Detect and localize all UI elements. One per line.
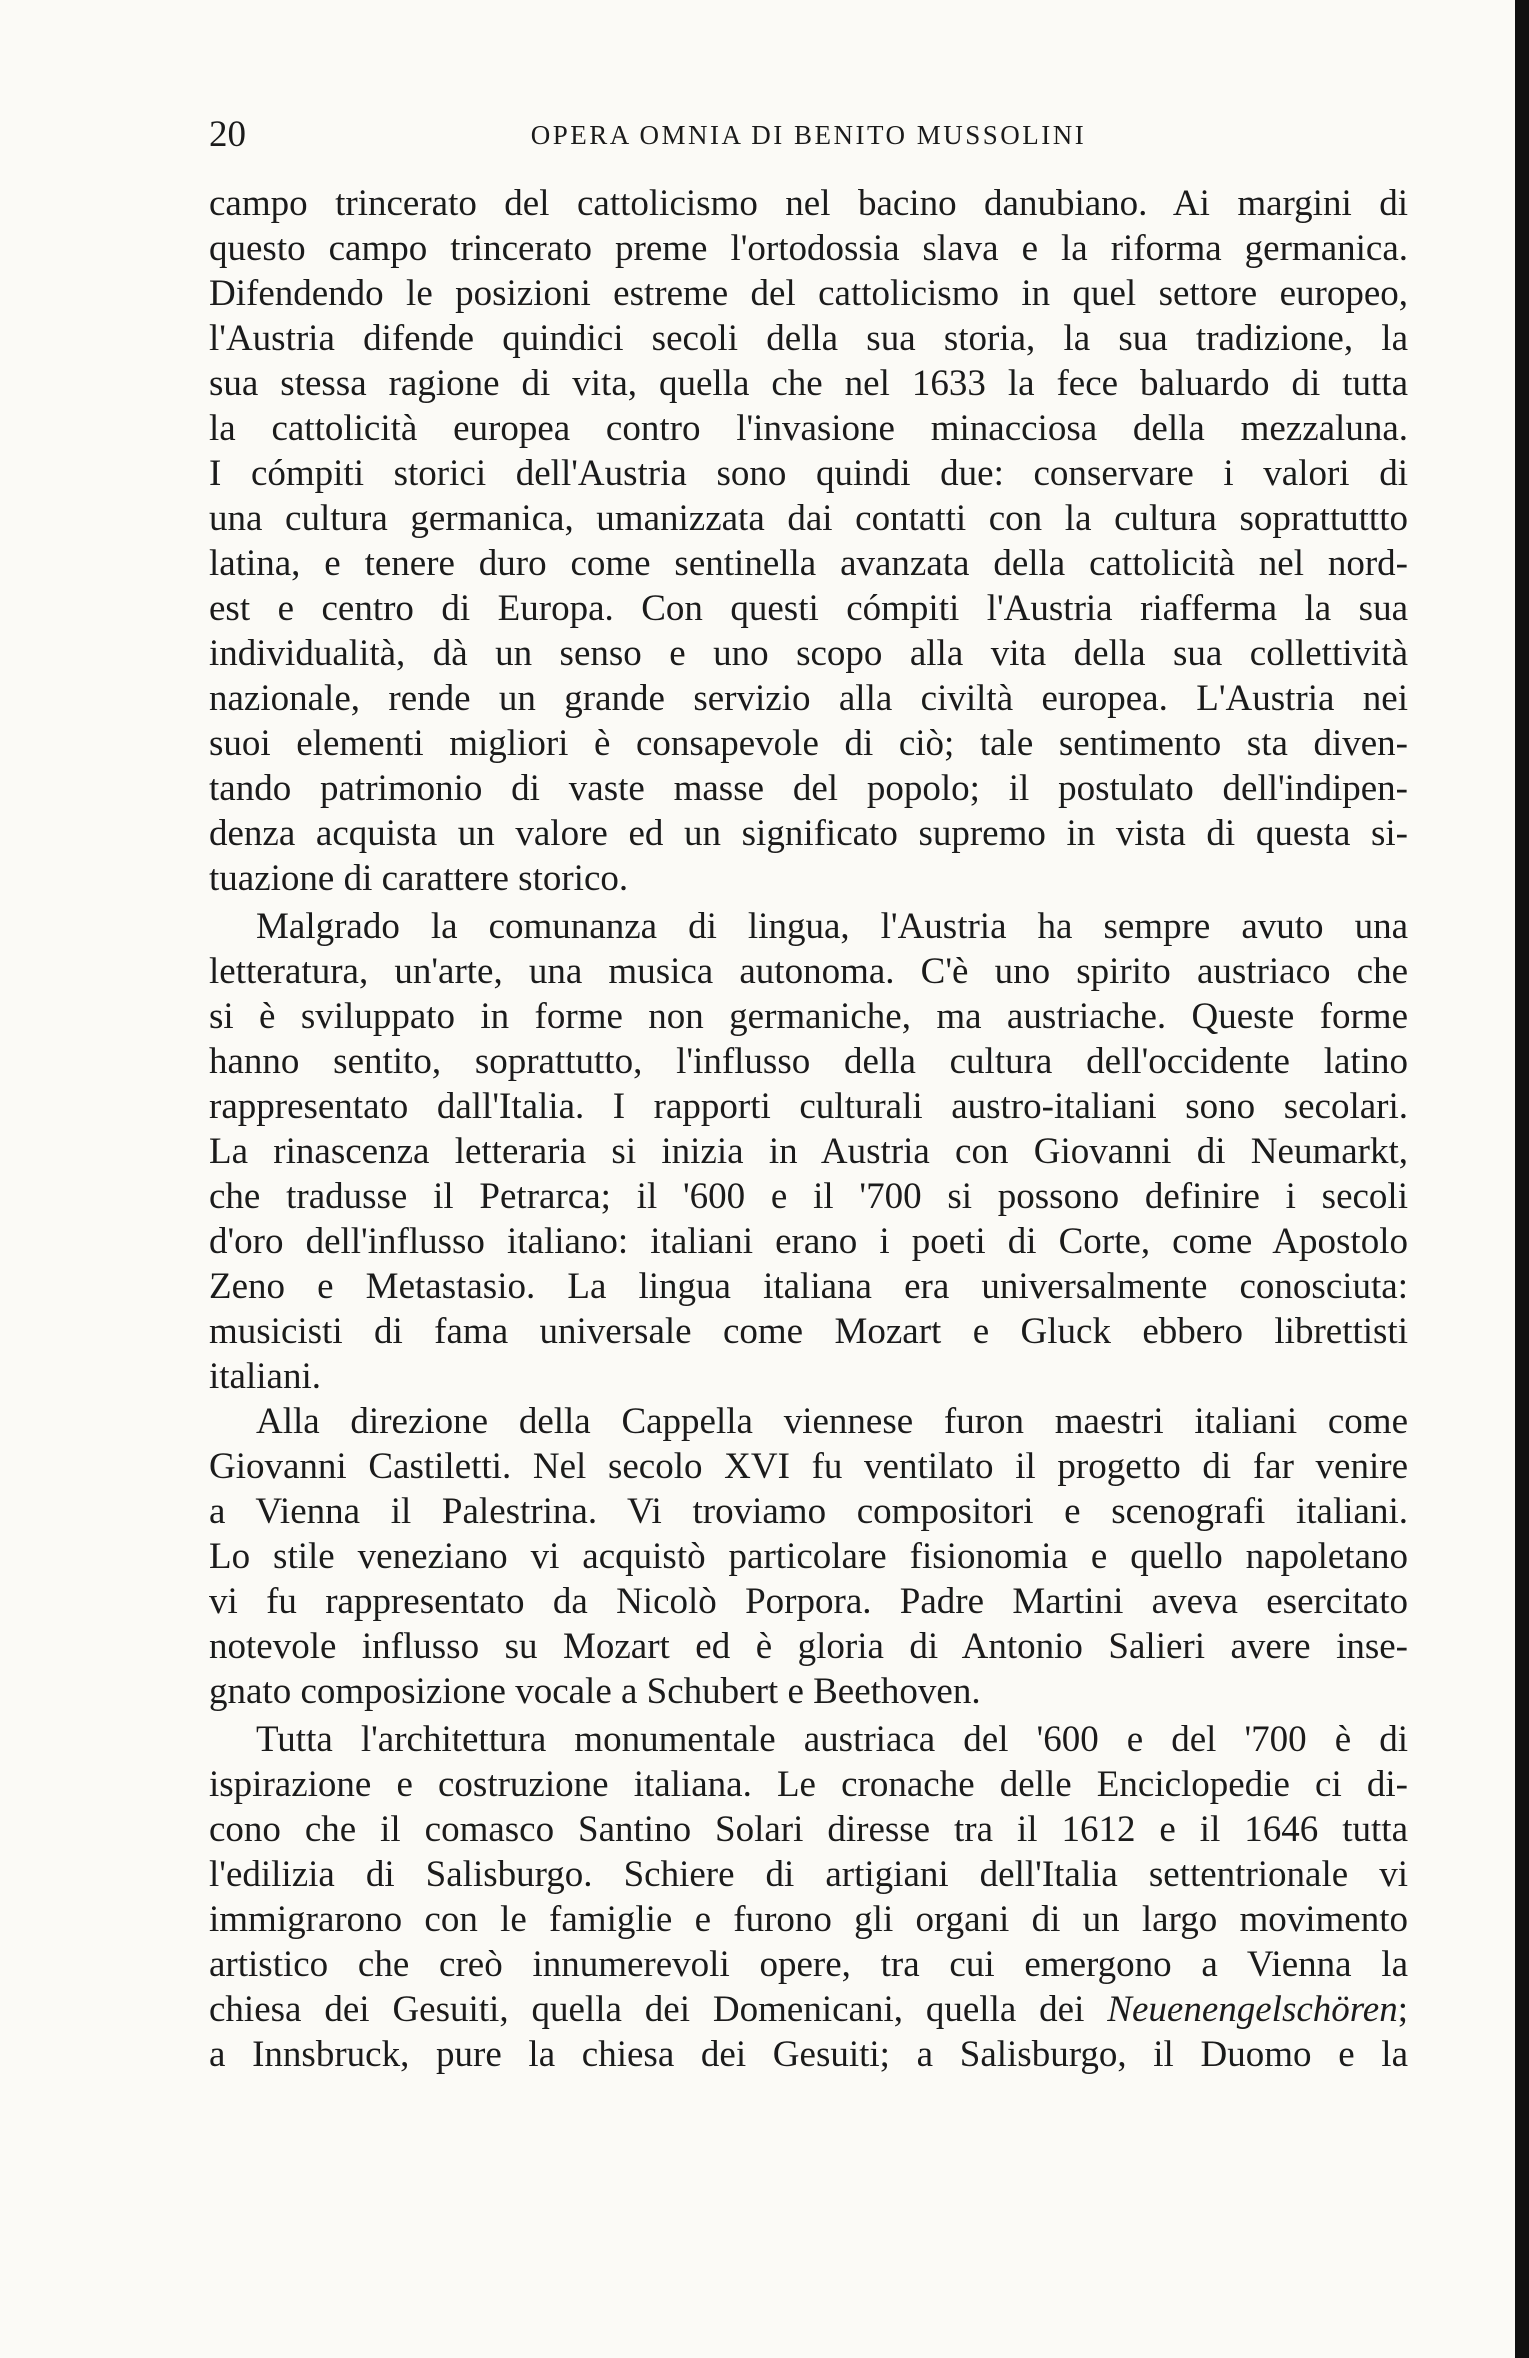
paragraph-2 xyxy=(209,904,1408,1399)
paragraph-3 xyxy=(209,1399,1408,1714)
text-line: italiani. xyxy=(209,1356,321,1397)
text-line: Difendendo le posizioni estreme del cattolicismo in quel settore europeo, xyxy=(209,273,1408,314)
text-line: Malgrado la comunanza di lingua, l'Austria ha sempre avuto una xyxy=(256,906,1408,947)
text-line: Giovanni Castiletti. Nel secolo XVI fu ventilato il progetto di far venire xyxy=(209,1446,1408,1487)
text-line: La rinascenza letteraria si inizia in Austria con Giovanni di Neumarkt, xyxy=(209,1131,1408,1172)
text-line: musicisti di fama universale come Mozart e Gluck ebbero librettisti xyxy=(209,1311,1408,1352)
text-line: Tutta l'architettura monumentale austriaca del '600 e del '700 è di xyxy=(256,1719,1408,1760)
text-line: rappresentato dall'Italia. I rapporti culturali austro-italiani sono secolari. xyxy=(209,1086,1408,1127)
text-line: tuazione di carattere storico. xyxy=(209,858,629,899)
text-line: individualità, dà un senso e uno scopo alla vita della sua collettività xyxy=(209,633,1408,674)
scan-edge-shadow xyxy=(1515,0,1529,2358)
text-line: denza acquista un valore ed un significato supremo in vista di questa si- xyxy=(209,813,1408,854)
text-segment: chiesa dei Gesuiti, quella dei Domenicani, quella dei xyxy=(209,1989,1085,2030)
text-line: questo campo trincerato preme l'ortodossia slava e la riforma germanica. xyxy=(209,228,1408,269)
text-line: a Innsbruck, pure la chiesa dei Gesuiti; a Salisburgo, il Duomo e la xyxy=(209,2034,1408,2075)
text-line: artistico che creò innumerevoli opere, tra cui emergono a Vienna la xyxy=(209,1944,1408,1985)
body-text xyxy=(209,181,1408,2077)
text-line: letteratura, un'arte, una musica autonoma. C'è uno spirito austriaco che xyxy=(209,951,1408,992)
text-line: una cultura germanica, umanizzata dai contatti con la cultura soprattuttto xyxy=(209,498,1408,539)
paragraph-4 xyxy=(209,1717,1408,2077)
text-line: hanno sentito, soprattutto, l'influsso della cultura dell'occidente latino xyxy=(209,1041,1408,1082)
text-line: est e centro di Europa. Con questi cómpiti l'Austria riafferma la sua xyxy=(209,588,1408,629)
text-line: ispirazione e costruzione italiana. Le cronache delle Enciclopedie ci di- xyxy=(209,1764,1408,1805)
text-line: Zeno e Metastasio. La lingua italiana era universalmente conosciuta: xyxy=(209,1266,1408,1307)
book-page xyxy=(209,105,1408,2077)
text-line: tando patrimonio di vaste masse del popolo; il postulato dell'indipen- xyxy=(209,768,1408,809)
text-line: gnato composizione vocale a Schubert e Beethoven. xyxy=(209,1671,981,1712)
text-line: suoi elementi migliori è consapevole di ciò; tale sentimento sta diven- xyxy=(209,723,1408,764)
running-title: OPERA OMNIA DI BENITO MUSSOLINI xyxy=(530,120,1087,150)
text-line: immigrarono con le famiglie e furono gli organi di un largo movimento xyxy=(209,1899,1408,1940)
text-line: la cattolicità europea contro l'invasione minacciosa della mezzaluna. xyxy=(209,408,1408,449)
italic-term: Neuenengelschören xyxy=(1107,1989,1398,2030)
text-line: si è sviluppato in forme non germaniche, ma austriache. Queste forme xyxy=(209,996,1408,1037)
text-line: campo trincerato del cattolicismo nel bacino danubiano. Ai margini di xyxy=(209,183,1408,224)
text-line: cono che il comasco Santino Solari diresse tra il 1612 e il 1646 tutta xyxy=(209,1809,1408,1850)
text-line: vi fu rappresentato da Nicolò Porpora. Padre Martini aveva esercitato xyxy=(209,1581,1408,1622)
text-line: l'Austria difende quindici secoli della sua storia, la sua tradizione, la xyxy=(209,318,1408,359)
paragraph-1 xyxy=(209,181,1408,901)
text-line: notevole influsso su Mozart ed è gloria di Antonio Salieri avere inse- xyxy=(209,1626,1408,1667)
text-line: sua stessa ragione di vita, quella che nel 1633 la fece baluardo di tutta xyxy=(209,363,1408,404)
text-line: a Vienna il Palestrina. Vi troviamo compositori e scenografi italiani. xyxy=(209,1491,1408,1532)
text-line: nazionale, rende un grande servizio alla civiltà europea. L'Austria nei xyxy=(209,678,1408,719)
page-number: 20 xyxy=(209,114,246,155)
text-line: l'edilizia di Salisburgo. Schiere di artigiani dell'Italia settentrionale vi xyxy=(209,1854,1408,1895)
text-line: che tradusse il Petrarca; il '600 e il '700 si possono definire i secoli xyxy=(209,1176,1408,1217)
running-head xyxy=(209,105,1408,165)
text-line xyxy=(209,1987,1408,2032)
text-line: Lo stile veneziano vi acquistò particolare fisionomia e quello napoletano xyxy=(209,1536,1408,1577)
text-line: d'oro dell'influsso italiano: italiani erano i poeti di Corte, come Apostolo xyxy=(209,1221,1408,1262)
text-line: I cómpiti storici dell'Austria sono quindi due: conservare i valori di xyxy=(209,453,1408,494)
text-line: latina, e tenere duro come sentinella avanzata della cattolicità nel nord- xyxy=(209,543,1408,584)
text-segment: ; xyxy=(1397,1989,1408,2030)
text-line: Alla direzione della Cappella viennese furon maestri italiani come xyxy=(256,1401,1408,1442)
